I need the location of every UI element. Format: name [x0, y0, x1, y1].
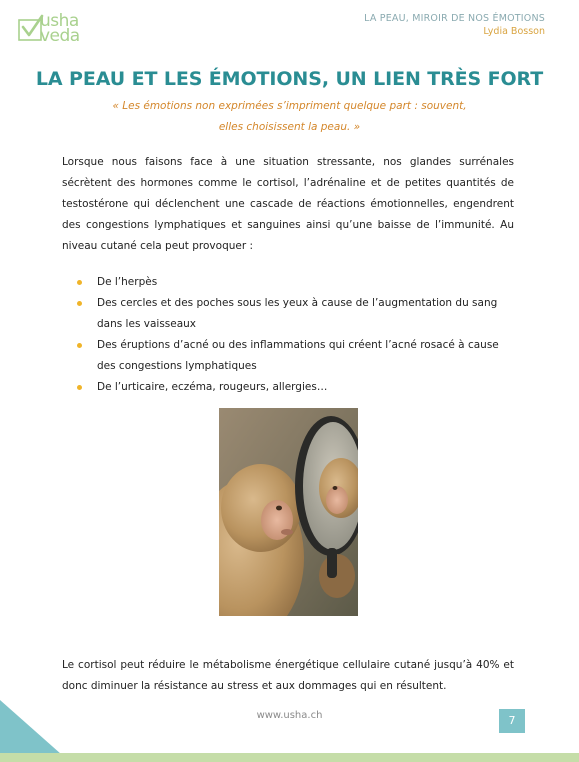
- bullet-icon: [77, 385, 82, 390]
- header-right: [364, 13, 545, 37]
- quote-line1: « Les émotions non exprimées s’impriment quelque part : souvent,: [112, 100, 467, 112]
- list-item-text: Des éruptions d’acné ou des inflammations qui créent l’acné rosacé à cause des congestions lymphatiques: [97, 339, 499, 372]
- logo-line1: usha: [40, 11, 79, 31]
- header-author: Lydia Bosson: [483, 26, 545, 37]
- list-item: [62, 272, 514, 293]
- paragraph-cortisol: Le cortisol peut réduire le métabolisme énergétique cellulaire cutané jusqu’à 40% et donc diminuer la résistance au stress et aux dommages qui en résultent.: [62, 659, 514, 692]
- header-document-title: LA PEAU, MIROIR DE NOS ÉMOTIONS: [364, 13, 545, 24]
- list-item: [62, 293, 514, 335]
- page-number: 7: [499, 709, 525, 733]
- list-item: [62, 377, 514, 398]
- symptom-list: [62, 272, 514, 398]
- bullet-icon: [77, 301, 82, 306]
- monkey-mirror-photo: [219, 408, 358, 616]
- quote-line2: elles choisissent la peau. »: [218, 121, 361, 133]
- list-item-text: Des cercles et des poches sous les yeux à cause de l’augmentation du sang dans les vaisseaux: [97, 297, 498, 330]
- bullet-icon: [77, 280, 82, 285]
- bottom-bar-decoration: [0, 753, 579, 762]
- list-item-text: De l’urticaire, eczéma, rougeurs, allergies…: [97, 381, 328, 393]
- list-item: [62, 335, 514, 377]
- logo-wordmark: [40, 11, 80, 46]
- quote: [0, 96, 579, 138]
- usha-veda-logo: [18, 11, 96, 48]
- page-title: LA PEAU ET LES ÉMOTIONS, UN LIEN TRÈS FORT: [35, 68, 544, 90]
- footer-url: www.usha.ch: [256, 710, 323, 721]
- paragraph-intro: Lorsque nous faisons face à une situation stressante, nos glandes surrénales sécrètent des hormones comme le cortisol, l’adrénaline et de petites quantités de testostérone qui déclenchent une cascade de réactions émotionnelles, engendrent des congestions lymphatiques et sanguines ainsi qu’une baisse de l’immunité. Au niveau cutané cela peut provoquer :: [62, 156, 514, 252]
- bullet-icon: [77, 343, 82, 348]
- logo-line2: veda: [40, 26, 80, 46]
- list-item-text: De l’herpès: [97, 276, 158, 288]
